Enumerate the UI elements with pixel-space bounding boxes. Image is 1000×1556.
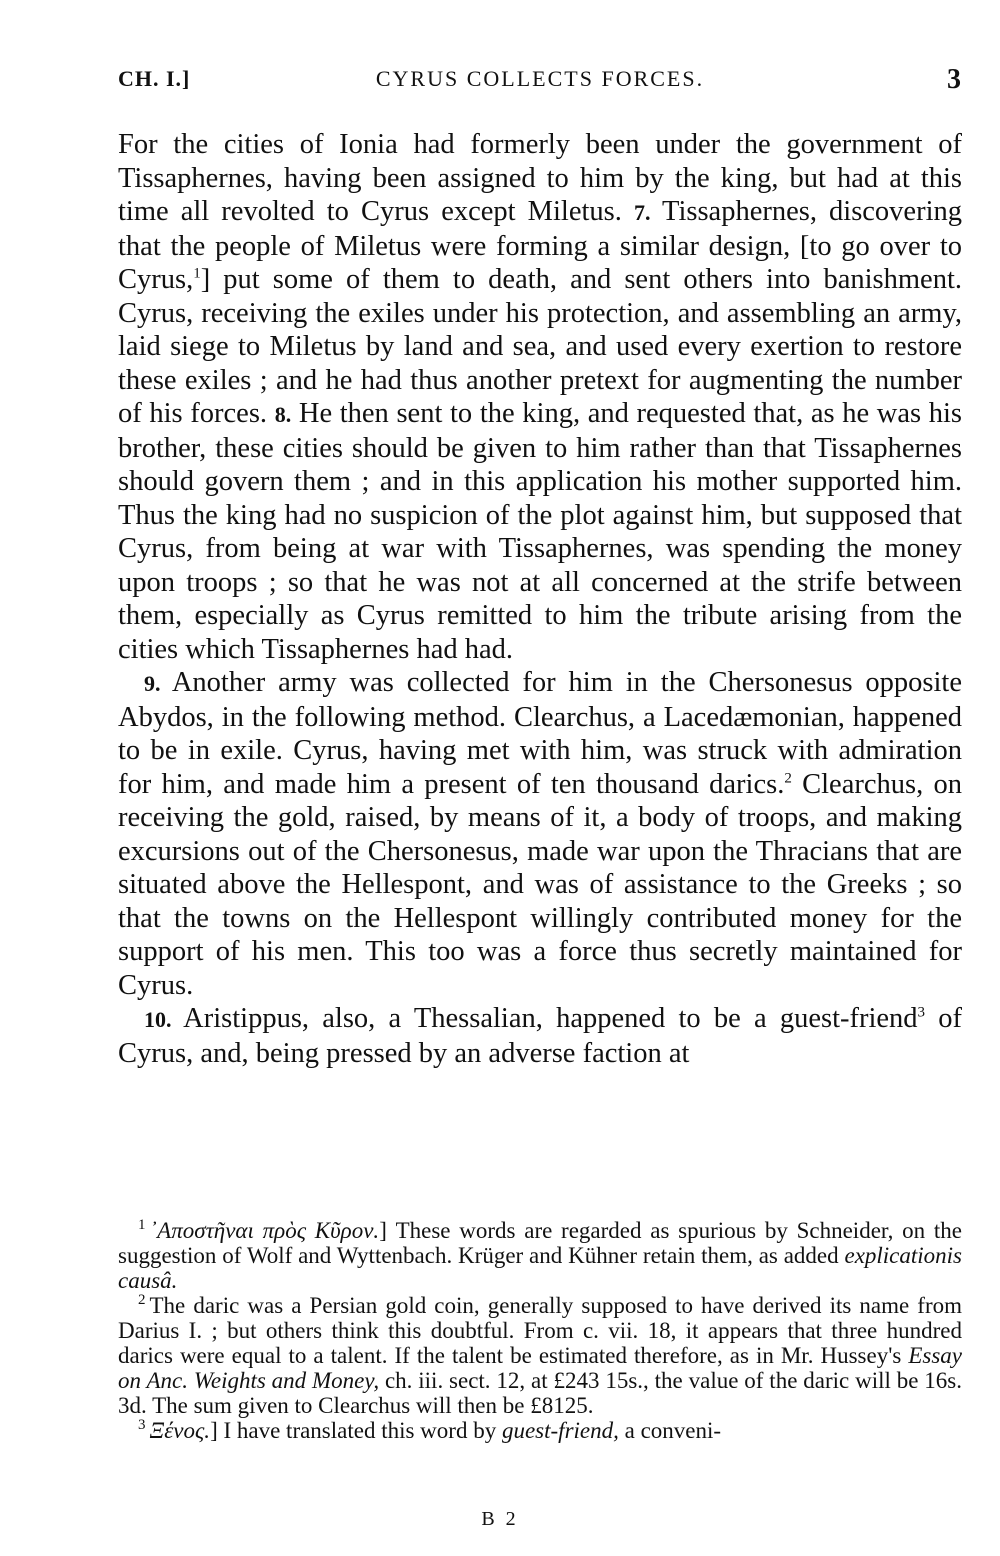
text-run: Aristippus, also, a Thessalian, happened to be a guest-friend: [183, 1003, 918, 1034]
section-number: 9.: [144, 671, 161, 696]
footnote-text: a conveni-: [624, 1418, 722, 1443]
greek-phrase: ᾿Αποστῆναι πρὸς Κῦρον.: [149, 1218, 380, 1243]
section-number: 8.: [274, 402, 292, 427]
footnote: [118, 1418, 962, 1443]
paragraph: [118, 1002, 962, 1070]
text-run: Tissaphernes, discovering that the people of Miletus were forming a similar design, [to go over to Cyrus,: [118, 196, 962, 295]
footnote-ref: 1: [193, 265, 201, 282]
footnote: [118, 1293, 962, 1418]
footnote-text: The daric was a Persian gold coin, generally supposed to have derived its name from Darius I. ; but others think this doubtful. From c. vii. 18, it appears that three hundred darics were equal to a talent. If the talent be estimated therefore, as in Mr. Hussey's: [118, 1293, 962, 1368]
text-run: For the cities of Ionia had formerly been under the government of Tissaphernes, having been assigned to him by the king, but had at this time all revolted to Cyrus except Miletus.: [118, 129, 962, 227]
footnote: [118, 1218, 962, 1293]
page-number: 3: [947, 64, 962, 95]
paragraph: [118, 128, 962, 666]
text-run: He then sent to the king, and requested that, as he was his brother, these cities should be given to him rather than that Tissaphernes should govern them ; and in this application his mother supported him. Thus the king had no suspicion of the plot against him, but supposed that Cyrus, from being at war with Tissaphernes, was spending the money upon troops ; so that he was not at all concerned at the strife between them, especially as Cyrus remitted to him the tribute arising from the cities which Tissaphernes had had.: [118, 398, 963, 665]
main-text: [118, 128, 962, 1070]
signature-mark: B 2: [481, 1508, 519, 1530]
footnote-text: ] These words are regarded as spurious by Schneider, on the suggestion of Wolf and Wyttenbach. Krüger and Kühner retain them, as added: [118, 1218, 962, 1268]
italic-term: guest-friend,: [501, 1418, 619, 1443]
chapter-label: CH. I.]: [118, 66, 191, 91]
footnote-ref: 3: [917, 1004, 926, 1021]
text-run: Clearchus, on receiving the gold, raised, by means of it, a body of troops, and making excursions out of the Chersonesus, made war upon the Thracians that are situated above the Hellespont, and was of assistance to the Greeks ; so that the towns on the Hellespont willingly contributed money for the support of his men. This too was a force thus secretly maintained for Cyrus.: [118, 768, 962, 1001]
footnote-mark: 1: [138, 1217, 146, 1234]
section-number: 7.: [633, 200, 651, 225]
section-number: 10.: [144, 1007, 172, 1032]
footnote-ref: 2: [784, 770, 792, 786]
greek-word: Ξένος.: [149, 1418, 211, 1443]
paragraph: [118, 666, 962, 1002]
text-run: of Cyrus, and, being pressed by an adverse faction at: [118, 1003, 963, 1069]
book-title: Essay on Anc. Weights and Money,: [118, 1343, 962, 1393]
running-header: [118, 66, 962, 102]
text-run: ] put some of them to death, and sent others into banishment. Cyrus, receiving the exiles under his protection, and assembling an army, laid siege to Miletus by land and sea, and used every exertion to restore these exiles ; and he had thus another pretext for augmenting the number of his forces.: [118, 264, 962, 429]
text-run: Another army was collected for him in the Chersonesus opposite Abydos, in the following method. Clearchus, a Lacedæmonian, happened to be in exile. Cyrus, having met with him, was struck with admiration for him, and made him a present of ten thousand darics.: [118, 667, 962, 800]
footnotes: [118, 1218, 962, 1443]
footnote-mark: 3: [138, 1417, 146, 1434]
latin-phrase: explicationis causâ.: [118, 1243, 963, 1293]
running-title: CYRUS COLLECTS FORCES.: [375, 66, 705, 91]
footnote-mark: 2: [138, 1292, 146, 1309]
footnote-text: ] I have translated this word by: [210, 1418, 497, 1443]
footnote-text: ch. iii. sect. 12, at £243 15s., the value of the daric will be 16s. 3d. The sum given to Clearchus will then be £8125.: [118, 1368, 963, 1418]
